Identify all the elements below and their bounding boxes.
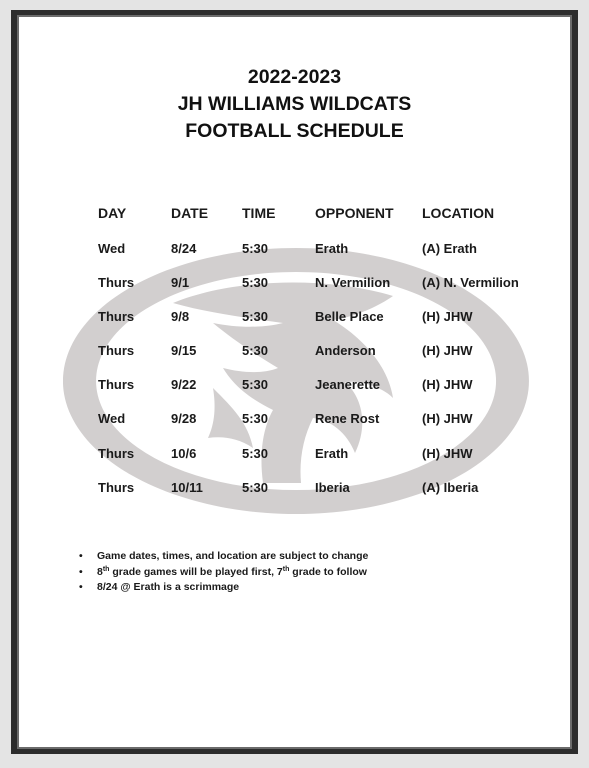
note-text-part: 8 xyxy=(97,565,103,578)
cell-day: Wed xyxy=(98,241,126,256)
bullet-icon: • xyxy=(79,565,83,578)
cell-time: 5:30 xyxy=(242,309,269,324)
cell-time: 5:30 xyxy=(242,275,269,290)
note-text: 8/24 @ Erath is a scrimmage xyxy=(97,581,240,593)
cell-location: (H) JHW xyxy=(422,343,473,358)
note-item xyxy=(79,565,368,581)
cell-time: 5:30 xyxy=(242,480,269,495)
cell-location: (H) JHW xyxy=(422,446,473,461)
bullet-icon: • xyxy=(79,581,83,593)
cell-day: Thurs xyxy=(98,480,135,495)
note-item xyxy=(79,549,368,565)
cell-date: 9/22 xyxy=(171,377,197,392)
cell-date: 10/6 xyxy=(171,446,197,461)
header-time: TIME xyxy=(242,205,276,221)
cell-date: 10/11 xyxy=(171,480,203,495)
cell-location: (A) Iberia xyxy=(422,480,479,495)
header-day: DAY xyxy=(98,205,127,221)
cell-time: 5:30 xyxy=(242,411,269,426)
cell-opponent: Jeanerette xyxy=(315,377,381,392)
note-text-part: grade games will be played first, 7 xyxy=(109,565,283,578)
note-text-part: grade to follow xyxy=(289,565,367,578)
note-text: Game dates, times, and location are subject to change xyxy=(97,550,369,562)
schedule-title xyxy=(19,64,570,145)
cell-location: (H) JHW xyxy=(422,377,473,392)
note-item xyxy=(79,580,368,596)
header-location: LOCATION xyxy=(422,205,495,221)
cell-day: Wed xyxy=(98,411,126,426)
cell-location: (A) Erath xyxy=(422,241,477,256)
title-team: JH WILLIAMS WILDCATS xyxy=(177,93,412,115)
cell-time: 5:30 xyxy=(242,446,269,461)
cell-date: 8/24 xyxy=(171,241,197,256)
cell-date: 9/28 xyxy=(171,411,197,426)
cell-time: 5:30 xyxy=(242,377,269,392)
cell-location: (A) N. Vermilion xyxy=(422,275,519,290)
cell-location: (H) JHW xyxy=(422,411,473,426)
cell-opponent: Erath xyxy=(315,241,349,256)
schedule-sheet xyxy=(17,15,572,749)
cell-opponent: Iberia xyxy=(315,480,350,495)
cell-day: Thurs xyxy=(98,343,135,358)
cell-time: 5:30 xyxy=(242,343,269,358)
header-opponent: OPPONENT xyxy=(315,205,394,221)
note-superscript: th xyxy=(102,565,110,573)
cell-day: Thurs xyxy=(98,446,135,461)
title-subject: FOOTBALL SCHEDULE xyxy=(185,120,404,142)
cell-opponent: Rene Rost xyxy=(315,411,380,426)
cell-day: Thurs xyxy=(98,377,135,392)
cell-location: (H) JHW xyxy=(422,309,473,324)
cell-opponent: Anderson xyxy=(315,343,376,358)
header-date: DATE xyxy=(171,205,209,221)
bullet-icon: • xyxy=(79,550,83,562)
cell-day: Thurs xyxy=(98,275,135,290)
title-season: 2022-2023 xyxy=(247,66,342,88)
cell-day: Thurs xyxy=(98,309,135,324)
note-superscript: th xyxy=(282,565,290,573)
cell-date: 9/15 xyxy=(171,343,197,358)
cell-opponent: Erath xyxy=(315,446,349,461)
cell-date: 9/8 xyxy=(171,309,190,324)
cell-time: 5:30 xyxy=(242,241,269,256)
schedule-notes xyxy=(79,549,368,596)
cell-date: 9/1 xyxy=(171,275,190,290)
cell-opponent: N. Vermilion xyxy=(315,275,391,290)
cell-opponent: Belle Place xyxy=(315,309,384,324)
